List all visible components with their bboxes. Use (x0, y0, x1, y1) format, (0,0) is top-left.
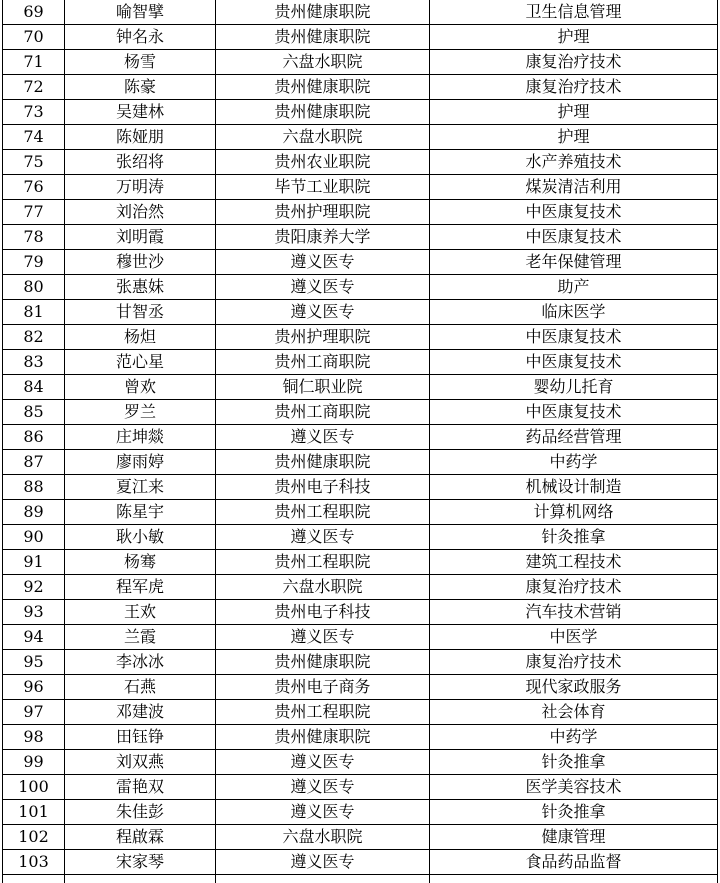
student-name-cell: 邓建波 (65, 700, 216, 725)
student-name-cell: 罗兰 (65, 400, 216, 425)
row-number-cell: 102 (3, 825, 65, 850)
school-name-cell: 贵州健康职院 (216, 25, 430, 50)
table-row (3, 250, 718, 275)
row-number-cell (3, 875, 65, 883)
school-name-cell: 贵州健康职院 (216, 100, 430, 125)
row-number-cell: 91 (3, 550, 65, 575)
row-number-cell: 82 (3, 325, 65, 350)
row-number-cell: 90 (3, 525, 65, 550)
school-name-cell: 贵州电子科技 (216, 475, 430, 500)
major-name-cell: 针灸推拿 (430, 525, 718, 550)
student-name-cell: 兰霞 (65, 625, 216, 650)
major-name-cell: 卫生信息管理 (430, 0, 718, 25)
row-number-cell: 93 (3, 600, 65, 625)
row-number-cell: 100 (3, 775, 65, 800)
student-name-cell: 喻智擘 (65, 0, 216, 25)
school-name-cell: 六盘水职院 (216, 125, 430, 150)
major-name-cell: 护理 (430, 25, 718, 50)
table-row (3, 300, 718, 325)
table-row (3, 350, 718, 375)
student-name-cell: 石燕 (65, 675, 216, 700)
major-name-cell: 水产养殖技术 (430, 150, 718, 175)
student-name-cell: 王欢 (65, 600, 216, 625)
school-name-cell: 贵州工商职院 (216, 400, 430, 425)
row-number-cell: 80 (3, 275, 65, 300)
school-name-cell: 遵义医专 (216, 800, 430, 825)
major-name-cell: 中医康复技术 (430, 200, 718, 225)
table-row (3, 100, 718, 125)
row-number-cell: 103 (3, 850, 65, 875)
table-row (3, 600, 718, 625)
major-name-cell: 机械设计制造 (430, 475, 718, 500)
school-name-cell: 遵义医专 (216, 275, 430, 300)
major-name-cell: 医学美容技术 (430, 775, 718, 800)
major-name-cell: 康复治疗技术 (430, 575, 718, 600)
major-name-cell: 汽车技术营销 (430, 600, 718, 625)
row-number-cell: 97 (3, 700, 65, 725)
row-number-cell: 81 (3, 300, 65, 325)
table-row (3, 50, 718, 75)
student-name-cell: 程啟霖 (65, 825, 216, 850)
major-name-cell: 中医康复技术 (430, 325, 718, 350)
student-name-cell: 曾欢 (65, 375, 216, 400)
student-name-cell: 甘智丞 (65, 300, 216, 325)
school-name-cell: 遵义医专 (216, 300, 430, 325)
table-row (3, 825, 718, 850)
row-number-cell: 84 (3, 375, 65, 400)
student-name-cell: 范心星 (65, 350, 216, 375)
student-name-cell: 朱佳彭 (65, 800, 216, 825)
school-name-cell: 遵义医专 (216, 525, 430, 550)
school-name-cell: 贵州工程职院 (216, 550, 430, 575)
student-name-cell: 田钰铮 (65, 725, 216, 750)
row-number-cell: 71 (3, 50, 65, 75)
student-name-cell: 夏江来 (65, 475, 216, 500)
student-name-cell: 杨雪 (65, 50, 216, 75)
school-name-cell: 遵义医专 (216, 750, 430, 775)
table-row (3, 725, 718, 750)
school-name-cell: 毕节工业职院 (216, 175, 430, 200)
row-number-cell: 78 (3, 225, 65, 250)
table-row (3, 325, 718, 350)
table-row (3, 25, 718, 50)
school-name-cell: 六盘水职院 (216, 825, 430, 850)
student-roster-table (2, 0, 718, 883)
major-name-cell: 中医康复技术 (430, 350, 718, 375)
row-number-cell: 95 (3, 650, 65, 675)
row-number-cell: 94 (3, 625, 65, 650)
table-row (3, 550, 718, 575)
school-name-cell: 贵州健康职院 (216, 450, 430, 475)
table-row (3, 425, 718, 450)
row-number-cell: 88 (3, 475, 65, 500)
school-name-cell: 六盘水职院 (216, 50, 430, 75)
table-row (3, 775, 718, 800)
major-name-cell: 针灸推拿 (430, 750, 718, 775)
row-number-cell: 98 (3, 725, 65, 750)
table-row (3, 200, 718, 225)
major-name-cell: 助产 (430, 275, 718, 300)
student-name-cell: 张绍将 (65, 150, 216, 175)
student-name-cell: 陈星宇 (65, 500, 216, 525)
school-name-cell: 贵州农业职院 (216, 150, 430, 175)
major-name-cell: 康复治疗技术 (430, 75, 718, 100)
table-row (3, 875, 718, 883)
student-name-cell: 杨骞 (65, 550, 216, 575)
table-row (3, 700, 718, 725)
student-name-cell: 宋家琴 (65, 850, 216, 875)
row-number-cell: 101 (3, 800, 65, 825)
table-row (3, 375, 718, 400)
table-row (3, 525, 718, 550)
school-name-cell: 贵州工程职院 (216, 500, 430, 525)
major-name-cell: 中医学 (430, 625, 718, 650)
major-name-cell: 针灸推拿 (430, 800, 718, 825)
student-name-cell: 陈娅朋 (65, 125, 216, 150)
school-name-cell: 遵义医专 (216, 850, 430, 875)
school-name-cell: 贵州健康职院 (216, 75, 430, 100)
row-number-cell: 87 (3, 450, 65, 475)
major-name-cell: 护理 (430, 100, 718, 125)
student-name-cell: 刘双燕 (65, 750, 216, 775)
table-row (3, 625, 718, 650)
table-row (3, 850, 718, 875)
row-number-cell: 75 (3, 150, 65, 175)
student-name-cell: 钟名永 (65, 25, 216, 50)
major-name-cell: 健康管理 (430, 825, 718, 850)
major-name-cell: 社会体育 (430, 700, 718, 725)
roster-body (3, 0, 718, 883)
school-name-cell: 贵州工程职院 (216, 700, 430, 725)
school-name-cell: 遵义医专 (216, 425, 430, 450)
school-name-cell: 铜仁职业院 (216, 375, 430, 400)
row-number-cell: 70 (3, 25, 65, 50)
school-name-cell: 遵义医专 (216, 775, 430, 800)
table-row (3, 750, 718, 775)
table-row (3, 125, 718, 150)
major-name-cell: 食品药品监督 (430, 850, 718, 875)
table-row (3, 675, 718, 700)
major-name-cell: 中药学 (430, 725, 718, 750)
row-number-cell: 89 (3, 500, 65, 525)
row-number-cell: 96 (3, 675, 65, 700)
major-name-cell: 中医康复技术 (430, 225, 718, 250)
table-row (3, 150, 718, 175)
school-name-cell: 贵州护理职院 (216, 200, 430, 225)
school-name-cell: 六盘水职院 (216, 575, 430, 600)
table-row (3, 0, 718, 25)
student-name-cell: 刘明霞 (65, 225, 216, 250)
table-row (3, 800, 718, 825)
row-number-cell: 92 (3, 575, 65, 600)
student-name-cell: 穆世沙 (65, 250, 216, 275)
student-name-cell: 耿小敏 (65, 525, 216, 550)
row-number-cell: 76 (3, 175, 65, 200)
major-name-cell: 老年保健管理 (430, 250, 718, 275)
student-name-cell (65, 875, 216, 883)
major-name-cell: 康复治疗技术 (430, 50, 718, 75)
table-row (3, 500, 718, 525)
row-number-cell: 72 (3, 75, 65, 100)
school-name-cell: 贵州健康职院 (216, 0, 430, 25)
student-name-cell: 吴建林 (65, 100, 216, 125)
table-row (3, 225, 718, 250)
major-name-cell: 建筑工程技术 (430, 550, 718, 575)
school-name-cell: 遵义医专 (216, 625, 430, 650)
major-name-cell: 煤炭清洁利用 (430, 175, 718, 200)
major-name-cell (430, 875, 718, 883)
major-name-cell: 现代家政服务 (430, 675, 718, 700)
school-name-cell: 贵阳康养大学 (216, 225, 430, 250)
major-name-cell: 中医康复技术 (430, 400, 718, 425)
major-name-cell: 临床医学 (430, 300, 718, 325)
student-name-cell: 程军虎 (65, 575, 216, 600)
major-name-cell: 护理 (430, 125, 718, 150)
major-name-cell: 药品经营管理 (430, 425, 718, 450)
student-name-cell: 庄坤燚 (65, 425, 216, 450)
row-number-cell: 85 (3, 400, 65, 425)
row-number-cell: 73 (3, 100, 65, 125)
table-row (3, 75, 718, 100)
school-name-cell: 贵州电子商务 (216, 675, 430, 700)
row-number-cell: 86 (3, 425, 65, 450)
school-name-cell: 贵州电子科技 (216, 600, 430, 625)
major-name-cell: 计算机网络 (430, 500, 718, 525)
student-name-cell: 杨炟 (65, 325, 216, 350)
major-name-cell: 婴幼儿托育 (430, 375, 718, 400)
row-number-cell: 69 (3, 0, 65, 25)
school-name-cell: 贵州健康职院 (216, 725, 430, 750)
row-number-cell: 99 (3, 750, 65, 775)
student-name-cell: 廖雨婷 (65, 450, 216, 475)
table-row (3, 275, 718, 300)
row-number-cell: 77 (3, 200, 65, 225)
table-row (3, 175, 718, 200)
row-number-cell: 83 (3, 350, 65, 375)
major-name-cell: 中药学 (430, 450, 718, 475)
row-number-cell: 74 (3, 125, 65, 150)
student-name-cell: 刘治然 (65, 200, 216, 225)
school-name-cell: 贵州护理职院 (216, 325, 430, 350)
student-name-cell: 陈豪 (65, 75, 216, 100)
row-number-cell: 79 (3, 250, 65, 275)
school-name-cell: 遵义医专 (216, 250, 430, 275)
table-row (3, 650, 718, 675)
table-row (3, 400, 718, 425)
student-name-cell: 雷艳双 (65, 775, 216, 800)
student-name-cell: 李冰冰 (65, 650, 216, 675)
major-name-cell: 康复治疗技术 (430, 650, 718, 675)
table-row (3, 475, 718, 500)
school-name-cell: 贵州工商职院 (216, 350, 430, 375)
table-row (3, 450, 718, 475)
school-name-cell: 贵州健康职院 (216, 650, 430, 675)
student-name-cell: 万明涛 (65, 175, 216, 200)
school-name-cell (216, 875, 430, 883)
table-row (3, 575, 718, 600)
student-name-cell: 张惠妹 (65, 275, 216, 300)
